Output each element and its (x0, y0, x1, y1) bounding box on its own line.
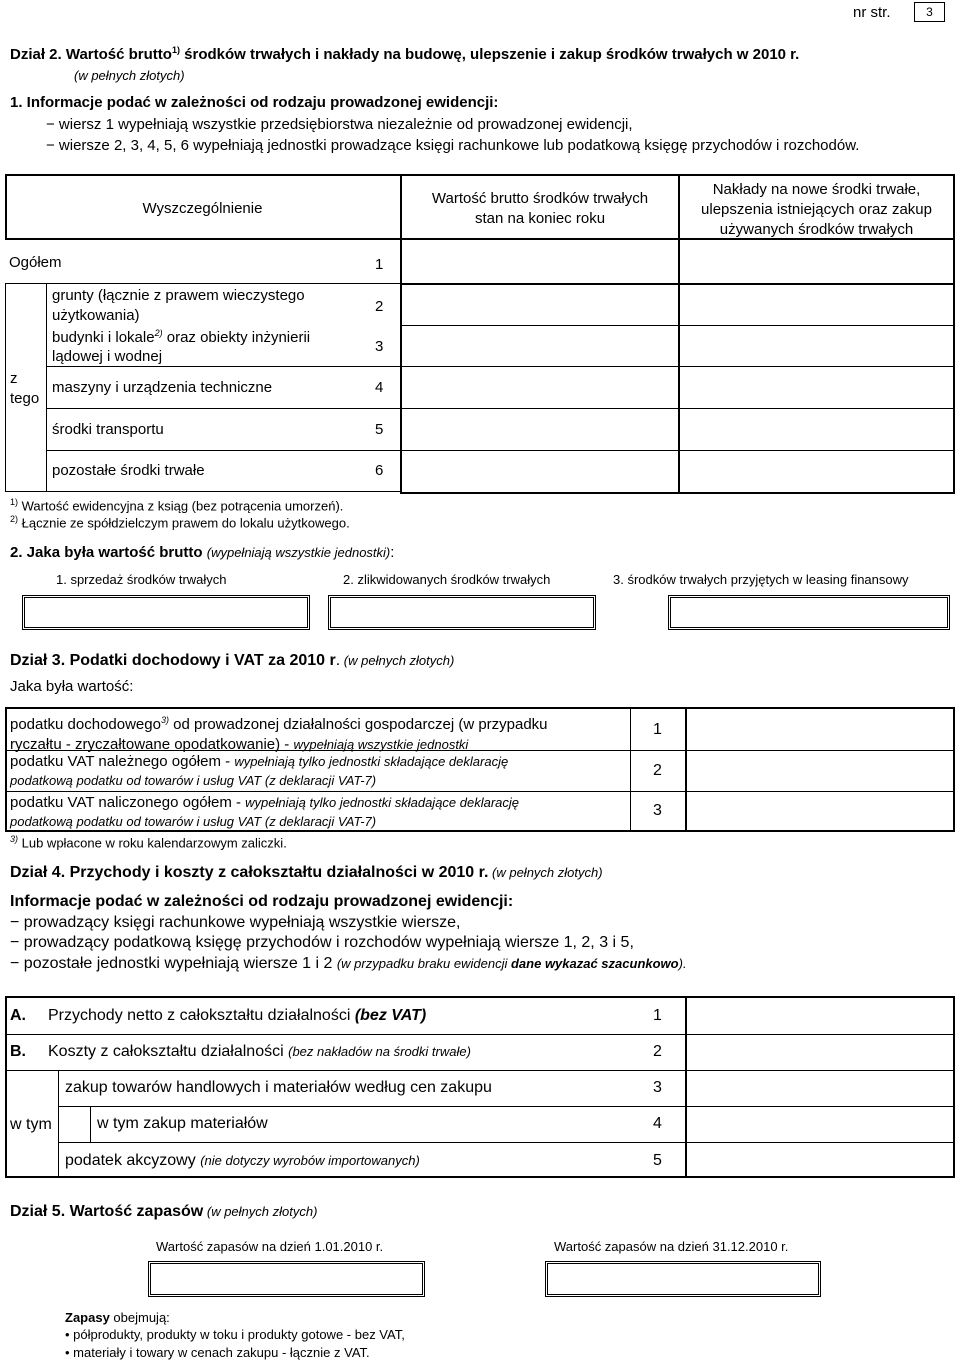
section5-col2-label: Wartość zapasów na dzień 31.12.2010 r. (554, 1239, 789, 1254)
page-number-label: nr str. (853, 4, 891, 21)
section4-input-rowB[interactable] (687, 1035, 953, 1070)
z-tego-label-1: z (10, 370, 18, 387)
row2-number: 2 (375, 298, 384, 315)
row3-label-b: lądowej i wodnej (52, 348, 163, 365)
section3-row1-label: podatku dochodowego$^{3)}$ od prowadzonej działalności gospodarczej (w przypadku ryczałtu - zryczałtowane opodatkowanie) - wypełniają wszystkie jednostki (10, 715, 548, 753)
section4-rowA-number: 1 (653, 1007, 662, 1024)
row2-label-b: użytkowania) (52, 307, 140, 324)
cell-r2-wartosc[interactable] (402, 285, 678, 325)
cell-r1-naklady[interactable] (680, 240, 953, 283)
section4-wtym-label: w tym (10, 1116, 52, 1133)
z-tego-line-5 (46, 450, 401, 451)
section4-row5-number: 5 (653, 1152, 662, 1169)
q2-input-leasing[interactable] (668, 595, 950, 630)
section5-note-2: • materiały i towary w cenach zakupu - łącznie z VAT. (65, 1345, 370, 1360)
cell-r1-wartosc[interactable] (402, 240, 678, 283)
cell-r4-naklady[interactable] (680, 367, 953, 408)
q2-option-3-label: 3. środków trwałych przyjętych w leasing finansowy (613, 572, 909, 587)
section4-row5-label: podatek akcyzowy (nie dotyczy wyrobów importowanych) (65, 1152, 420, 1169)
row5-number: 5 (375, 421, 384, 438)
section3-input-row3[interactable] (687, 792, 953, 830)
section2-title: Dział 2. Wartość brutto$^{1)}$ środków trwałych i nakłady na budowę, ulepszenie i zakup środków trwałych w 2010 r. (10, 45, 800, 63)
cell-r2-naklady[interactable] (680, 285, 953, 325)
section4-info-line3: − pozostałe jednostki wypełniają wiersze 1 i 2 (w przypadku braku ewidencji dane wykazać szacunkowo). (10, 955, 687, 972)
section4-info-heading: Informacje podać w zależności od rodzaju prowadzonej ewidencji: (10, 893, 514, 910)
cell-r4-wartosc[interactable] (402, 367, 678, 408)
row2-label-a: grunty (łącznie z prawem wieczystego (52, 287, 305, 304)
footnote-1: $^{1)}$ Wartość ewidencyjna z ksiąg (bez potrącenia umorzeń). (10, 497, 344, 514)
section4-input-row5[interactable] (687, 1143, 953, 1176)
header-col-naklady-line1: Nakłady na nowe środki trwałe, (712, 181, 921, 198)
q2-option-1-label: 1. sprzedaż środków trwałych (56, 572, 227, 587)
section5-input-end[interactable] (545, 1261, 821, 1297)
z-tego-line-4 (46, 408, 401, 409)
section4-input-row4[interactable] (687, 1107, 953, 1142)
col-divider-right (953, 174, 955, 494)
row3-label-a: budynki i lokale$^{2)}$ oraz obiekty inżynierii (52, 328, 311, 346)
section4-rowA-label: Przychody netto z całokształtu działalności (bez VAT) (48, 1007, 427, 1024)
section4-input-row3[interactable] (687, 1071, 953, 1106)
row5-label: środki transportu (52, 421, 164, 438)
section3-divider-nr (630, 707, 631, 832)
section5-input-start[interactable] (148, 1261, 425, 1297)
header-col-naklady-line2: ulepszenia istniejących oraz zakup (701, 201, 932, 218)
footnote-2: $^{2)}$ Łącznie ze spółdzielczym prawem do lokalu użytkowego. (10, 514, 350, 531)
section4-rowA-letter: A. (10, 1007, 26, 1024)
header-col-wartosc-line1: Wartość brutto środków trwałych (431, 190, 649, 207)
section5-title: Dział 5. Wartość zapasów (w pełnych złotych) (10, 1203, 318, 1220)
question-2: 2. Jaka była wartość brutto (wypełniają wszystkie jednostki): (10, 544, 395, 561)
section4-rowB-label: Koszty z całokształtu działalności (bez nakładów na środki trwałe) (48, 1043, 471, 1060)
section3-row3-number: 3 (653, 802, 662, 819)
section4-row4-label: w tym zakup materiałów (97, 1115, 268, 1132)
section2-info-line2: − wiersze 2, 3, 4, 5, 6 wypełniają jednostki prowadzące księgi rachunkowe lub podatkową księgę przychodów i rozchodów. (46, 137, 860, 154)
section3-title: Dział 3. Podatki dochodowy i VAT za 2010 r. (w pełnych złotych) (10, 652, 455, 669)
page-number-box: 3 (914, 2, 945, 22)
cell-r5-naklady[interactable] (680, 409, 953, 450)
cell-r5-wartosc[interactable] (402, 409, 678, 450)
section3-input-row2[interactable] (687, 751, 953, 791)
section4-wtym-divider (58, 1070, 59, 1178)
row3-number: 3 (375, 338, 384, 355)
section3-row2-number: 2 (653, 762, 662, 779)
cell-r3-naklady[interactable] (680, 326, 953, 366)
section3-question: Jaka była wartość: (10, 678, 134, 695)
section2-info-heading: 1. Informacje podać w zależności od rodzaju prowadzonej ewidencji: (10, 94, 499, 111)
z-tego-box (5, 283, 47, 492)
q2-input-sprzedaz[interactable] (22, 595, 310, 630)
section4-row3-number: 3 (653, 1079, 662, 1096)
row4-number: 4 (375, 379, 384, 396)
section4-row4-number: 4 (653, 1115, 662, 1132)
header-col-wyszczegolnienie: Wyszczególnienie (142, 200, 263, 217)
q2-input-zlikwidowane[interactable] (328, 595, 596, 630)
section5-note-heading: Zapasy obejmują: (65, 1310, 170, 1325)
header-col-naklady-line3: używanych środków trwałych (719, 221, 914, 238)
section4-title: Dział 4. Przychody i koszty z całokształtu działalności w 2010 r. (w pełnych złotych) (10, 864, 603, 881)
z-tego-label-2: tego (10, 390, 40, 407)
z-tego-line-3 (46, 366, 401, 367)
section2-subtitle: (w pełnych złotych) (74, 68, 185, 83)
section5-note-1: • półprodukty, produkty w toku i produkty gotowe - bez VAT, (65, 1327, 405, 1342)
footnote-3: $^{3)}$ Lub wpłacone w roku kalendarzowym zaliczki. (10, 834, 287, 851)
section4-rowB-letter: B. (10, 1043, 26, 1060)
section4-row3-label: zakup towarów handlowych i materiałów według cen zakupu (65, 1079, 492, 1096)
section4-info-line2: − prowadzący podatkową księgę przychodów i rozchodów wypełniają wiersze 1, 2, 3 i 5, (10, 934, 634, 951)
header-col-wartosc-line2: stan na koniec roku (474, 210, 606, 227)
section4-input-rowA[interactable] (687, 998, 953, 1034)
row-ogolem-number: 1 (375, 256, 384, 273)
row6-number: 6 (375, 462, 384, 479)
cell-r6-naklady[interactable] (680, 451, 953, 492)
section5-col1-label: Wartość zapasów na dzień 1.01.2010 r. (156, 1239, 384, 1254)
section3-row2-label: podatku VAT należnego ogółem - wypełniają tylko jednostki składające deklarację podatkową podatku od towarów i usług VAT (z deklaracji VAT-7) (10, 753, 509, 788)
row4-label: maszyny i urządzenia techniczne (52, 379, 273, 396)
row6-label: pozostałe środki trwałe (52, 462, 205, 479)
section4-info-line1: − prowadzący księgi rachunkowe wypełniają wszystkie wiersze, (10, 914, 461, 931)
row-line-6 (400, 492, 955, 494)
section3-input-row1[interactable] (687, 709, 953, 750)
section3-row3-label: podatku VAT naliczonego ogółem - wypełniają tylko jednostki składające deklarację podatkową podatku od towarów i usług VAT (z deklaracji VAT-7) (10, 794, 520, 829)
section3-row1-number: 1 (653, 721, 662, 738)
section4-rowB-number: 2 (653, 1043, 662, 1060)
section4-wtym2-divider (90, 1106, 91, 1142)
row-ogolem-label: Ogółem (9, 254, 62, 271)
cell-r6-wartosc[interactable] (402, 451, 678, 492)
cell-r3-wartosc[interactable] (402, 326, 678, 366)
q2-option-2-label: 2. zlikwidowanych środków trwałych (343, 572, 551, 587)
section4-wtym-top (5, 1070, 58, 1071)
section2-info-line1: − wiersz 1 wypełniają wszystkie przedsiębiorstwa niezależnie od prowadzonej ewidencji, (46, 116, 633, 133)
